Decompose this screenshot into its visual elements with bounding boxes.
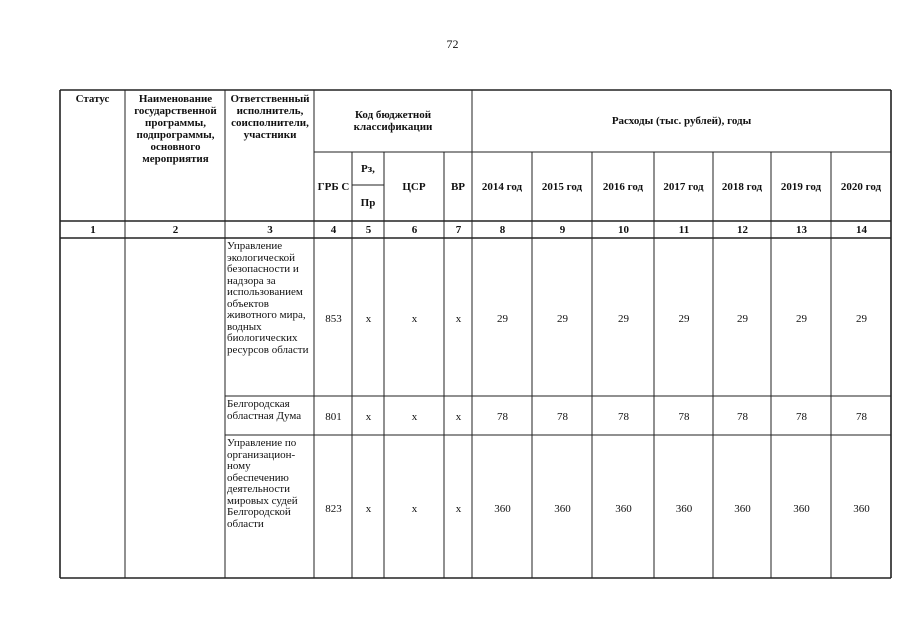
header-year-2020: 2020 год: [840, 181, 882, 193]
table-cell-value: 78: [618, 411, 629, 423]
table-cell-value: 360: [494, 503, 511, 515]
column-number: 12: [737, 223, 748, 236]
column-number: 1: [90, 223, 96, 236]
table-cell-value: 29: [497, 313, 508, 325]
table-cell-grbs: 853: [325, 313, 342, 325]
table-cell-value: 29: [796, 313, 807, 325]
header-year-2018: 2018 год: [721, 181, 763, 193]
header-year-2017: 2017 год: [663, 181, 704, 193]
header-status: Статус: [75, 93, 110, 105]
column-number: 7: [455, 223, 462, 236]
header-year-2015: 2015 год: [541, 181, 583, 193]
header-expenses: Расходы (тыс. рублей), годы: [611, 115, 752, 127]
table-cell-value: 360: [675, 503, 693, 515]
column-number: 14: [856, 223, 867, 236]
table-cell-value: 78: [557, 411, 568, 423]
header-executor: Ответственный исполнитель, соисполнители, участники: [230, 93, 310, 141]
table-cell-value: 29: [856, 313, 867, 325]
table-cell-value: 360: [793, 503, 810, 515]
table-cell-csr: х: [411, 503, 418, 515]
header-name: Наименование государственной программы, подпрограммы, основного мероприятия: [134, 93, 217, 165]
column-number: 10: [618, 223, 629, 236]
header-year-2016: 2016 год: [602, 181, 644, 193]
table-cell-csr: х: [411, 313, 418, 325]
table-cell-grbs: 801: [325, 411, 342, 423]
table-cell-value: 78: [678, 411, 690, 423]
table-cell-value: 78: [856, 411, 867, 423]
table-cell-value: 360: [554, 503, 571, 515]
table-cell-rzpr: х: [365, 411, 372, 423]
header-year-2014: 2014 год: [481, 181, 523, 193]
table-cell-csr: х: [411, 411, 418, 423]
header-grbs: ГРБ С: [317, 181, 350, 193]
table-cell-value: 29: [678, 313, 690, 325]
column-number: 8: [499, 223, 506, 236]
column-number: 11: [678, 223, 690, 236]
table-cell-value: 29: [737, 313, 748, 325]
table-cell-value: 78: [737, 411, 748, 423]
table-cell-value: 360: [853, 503, 870, 515]
header-csr: ЦСР: [402, 181, 426, 193]
column-number: 5: [365, 223, 372, 236]
column-number: 3: [267, 223, 273, 236]
table-row-participant: Управление по организацион-ному обеспечению деятельности мировых судей Белгородской области: [227, 437, 298, 530]
table-cell-value: 360: [734, 503, 751, 515]
table-cell-value: 29: [557, 313, 568, 325]
column-number: 9: [559, 223, 566, 236]
table-cell-vr: х: [455, 503, 462, 515]
table-cell-value: 360: [615, 503, 632, 515]
header-year-2019: 2019 год: [780, 181, 822, 193]
table-row-participant: Управление экологической безопасности и надзора за использованием объектов животного мира, водных биологических ресурсов области: [227, 240, 309, 356]
header-pr: Пр: [360, 197, 376, 209]
table-cell-rzpr: х: [365, 503, 372, 515]
header-vr: ВР: [450, 181, 466, 193]
table-row-participant: Белгородская областная Дума: [227, 398, 302, 422]
header-rz: Рз,: [361, 163, 375, 175]
column-number: 4: [330, 223, 337, 236]
header-budget-code: Код бюджетной классификации: [353, 109, 433, 133]
table-cell-value: 29: [618, 313, 629, 325]
table-cell-value: 78: [796, 411, 807, 423]
page-number: 72: [446, 37, 459, 51]
table-cell-vr: х: [455, 313, 462, 325]
column-number: 2: [172, 223, 179, 236]
table-cell-grbs: 823: [325, 503, 342, 515]
table-cell-rzpr: х: [365, 313, 372, 325]
table-cell-value: 78: [497, 411, 508, 423]
column-number: 6: [411, 223, 418, 236]
column-number: 13: [796, 223, 807, 236]
table-cell-vr: х: [455, 411, 462, 423]
